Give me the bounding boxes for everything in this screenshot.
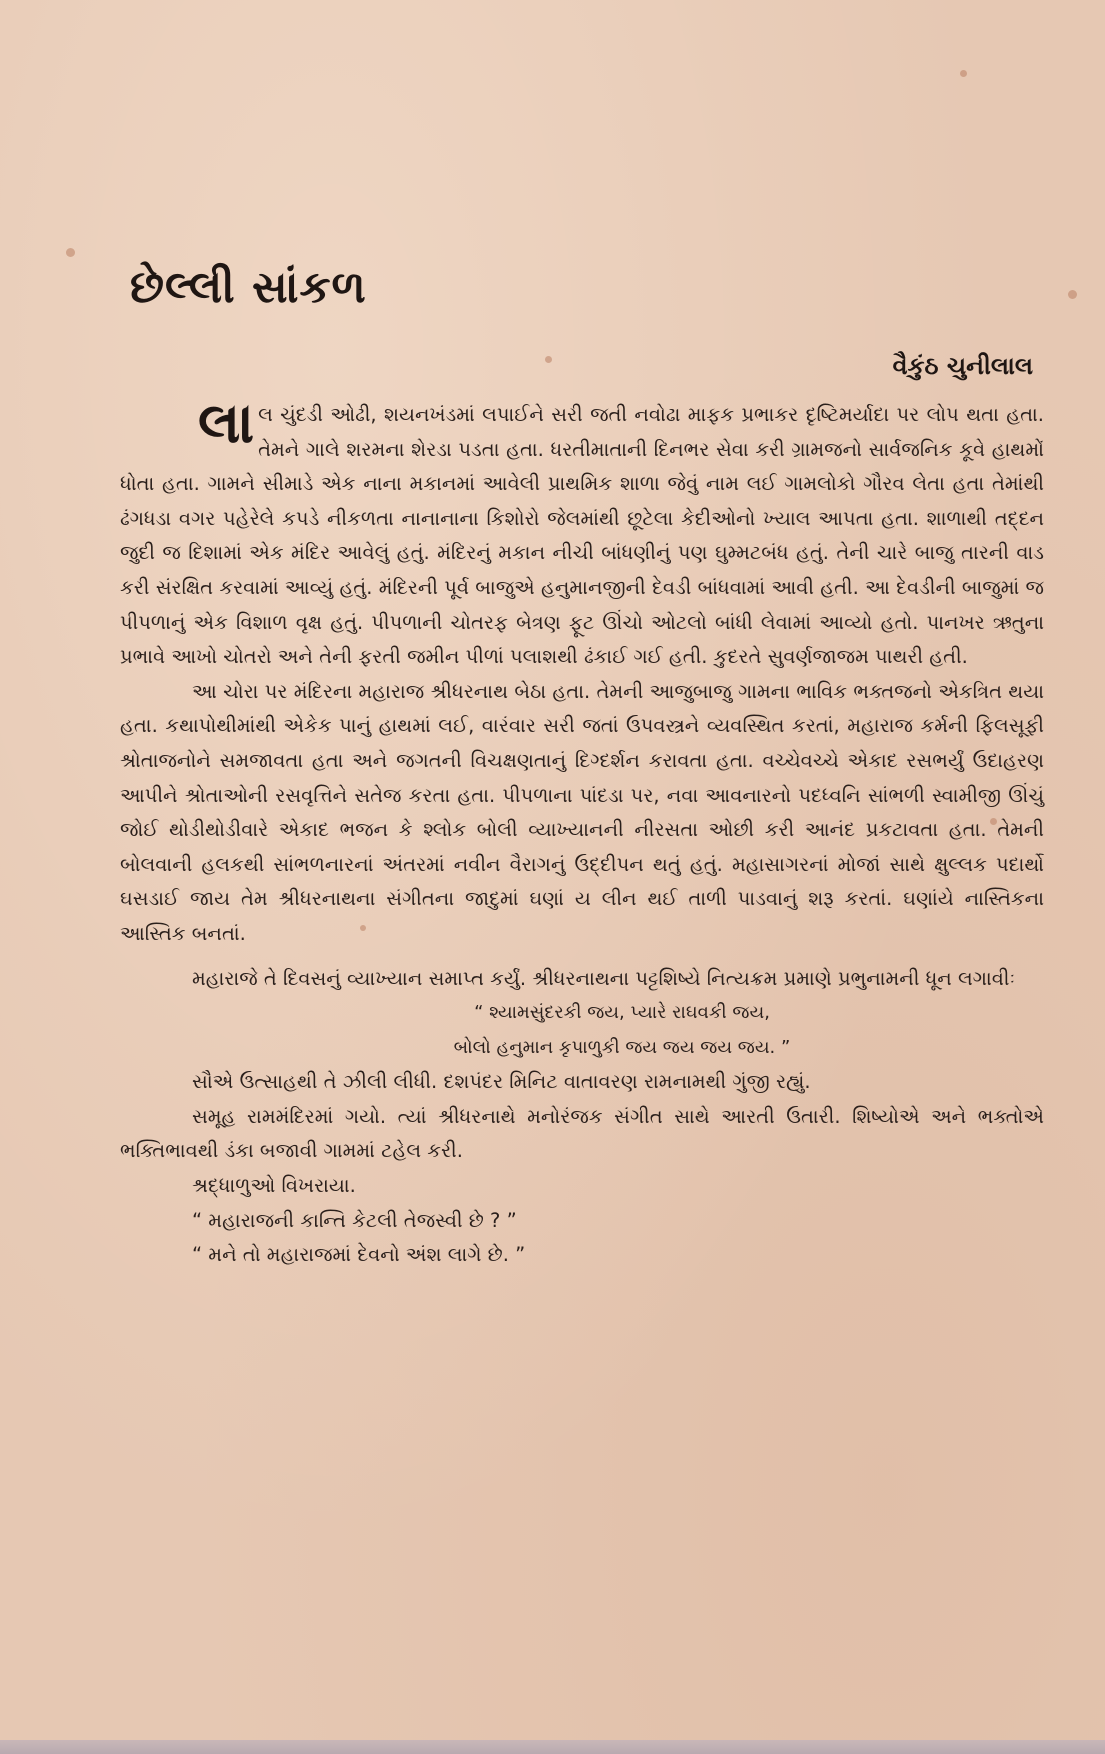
scan-bottom-edge bbox=[0, 1740, 1105, 1754]
paragraph-4: સૌએ ઉત્સાહથી તે ઝીલી લીધી. દશપંદર મિનિટ વાતાવરણ રામનામથી ગુંજી રહ્યું. bbox=[192, 1070, 811, 1094]
paper-stain bbox=[960, 70, 967, 77]
drop-cap: લા bbox=[198, 391, 255, 456]
page-title: છેલ્લી સાંકળ bbox=[130, 262, 367, 313]
spacer bbox=[120, 952, 1044, 962]
quote-2: “ મને તો મહારાજમાં દેવનો અંશ લાગે છે. ” bbox=[192, 1243, 526, 1267]
paper-stain bbox=[545, 356, 552, 363]
paragraph-1 bbox=[120, 391, 1044, 675]
quote-1: “ મહારાજની કાન્તિ કેટલી તેજસ્વી છે ? ” bbox=[192, 1208, 517, 1232]
paper-stain bbox=[1068, 290, 1077, 299]
verse-line-2: બોલો હનુમાન કૃપાળુકી જય જય જય જય. ” bbox=[453, 1036, 791, 1058]
paragraph-5: સમૂહ રામમંદિરમાં ગયો. ત્યાં શ્રીધરનાથે મનોરંજક સંગીત સાથે આરતી ઉતારી. શિષ્યોએ અને ભક્તોએ ભક્તિભાવથી ડંકા બજાવી ગામમાં ટહેલ કરી. bbox=[120, 1104, 1044, 1163]
author-name: વૈકુંઠ ચુનીલાલ bbox=[892, 352, 1033, 380]
paragraph-3: મહારાજે તે દિવસનું વ્યાખ્યાન સમાપ્ત કર્યું. શ્રીધરનાથના પટ્ટશિષ્યે નિત્યક્રમ પ્રમાણે પ્રભુનામની ધૂન લગાવીઃ bbox=[192, 966, 1016, 990]
paragraph-1-text: લ ચુંદડી ઓઢી, શયનખંડમાં લપાઈને સરી જતી નવોઢા માફક પ્રભાકર દૃષ્ટિમર્યાદા પર લોપ થતા હતા. તેમને ગાલે શરમના શેરડા પડતા હતા. ધરતીમાતાની દિનભર સેવા કરી ગ્રામજનો સાર્વજનિક કૂવે હાથમોં ધોતા હતા. ગામને સીમાડે એક નાના મકાનમાં આવેલી પ્રાથમિક શાળા જેવું નામ લઈ ગામલોકો ગૌરવ લેતા હતા તેમાંથી ઢંગધડા વગર પહેરેલે કપડે નીકળતા નાનાનાના કિશોરો જેલમાંથી છૂટેલા કેદીઓનો ખ્યાલ આપતા હતા. શાળાથી તદ્દન જુદી જ દિશામાં એક મંદિર આવેલું હતું. મંદિરનું મકાન નીચી બાંધણીનું પણ ઘુમ્મટબંધ હતું. તેની ચારે બાજુ તારની વાડ કરી સંરક્ષિત કરવામાં આવ્યું હતું. મંદિરની પૂર્વ બાજુએ હનુમાનજીની દેવડી બાંધવામાં આવી હતી. આ દેવડીની બાજુમાં જ પીપળાનું એક વિશાળ વૃક્ષ હતું. પીપળાની ચોતરફ બેત્રણ ફૂટ ઊંચો ઓટલો બાંધી લેવામાં આવ્યો હતો. પાનખર ઋતુના પ્રભાવે આખો ચોતરો અને તેની ફરતી જમીન પીળાં પલાશથી ઢંકાઈ ગઈ હતી. કુદરતે સુવર્ણજાજમ પાથરી હતી. bbox=[120, 403, 1044, 669]
article-body bbox=[120, 391, 1044, 1273]
paragraph-6: શ્રદ્ધાળુઓ વિખરાયા. bbox=[192, 1174, 356, 1198]
verse-line-1: “ શ્યામસુંદરકી જય, પ્યારે રાઘવકી જય, bbox=[474, 1002, 770, 1024]
paragraph-2: આ ચોરા પર મંદિરના મહારાજ શ્રીધરનાથ બેઠા હતા. તેમની આજુબાજુ ગામના ભાવિક ભક્તજનો એકત્રિત થયા હતા. કથાપોથીમાંથી એકેક પાનું હાથમાં લઈ, વારંવાર સરી જતાં ઉપવસ્ત્રને વ્યવસ્થિત કરતાં, મહારાજ કર્મની ફિલસૂફી શ્રોતાજનોને સમજાવતા હતા અને જગતની વિચક્ષણતાનું દિગ્દર્શન કરાવતા હતા. વચ્ચેવચ્ચે એકાદ રસભર્યું ઉદાહરણ આપીને શ્રોતાઓની રસવૃત્તિને સતેજ કરતા હતા. પીપળાના પાંદડા પર, નવા આવનારનો પદધ્વનિ સાંભળી સ્વામીજી ઊંચું જોઈ થોડીથોડીવારે એકાદ ભજન કે શ્લોક બોલી વ્યાખ્યાનની નીરસતા ઓછી કરી આનંદ પ્રકટાવતા હતા. તેમની બોલવાની હલકથી સાંભળનારનાં અંતરમાં નવીન વૈરાગનું ઉદ્દીપન થતું હતું. મહાસાગરનાં મોજાં સાથે ક્ષુલ્લક પદાર્થો ઘસડાઈ જાય તેમ શ્રીધરનાથના સંગીતના જાદુમાં ઘણાં ય લીન થઈ તાળી પાડવાનું શરૂ કરતાં. ઘણાંયે નાસ્તિકના આસ્તિક બનતાં. bbox=[120, 679, 1044, 945]
paper-stain bbox=[66, 248, 75, 257]
